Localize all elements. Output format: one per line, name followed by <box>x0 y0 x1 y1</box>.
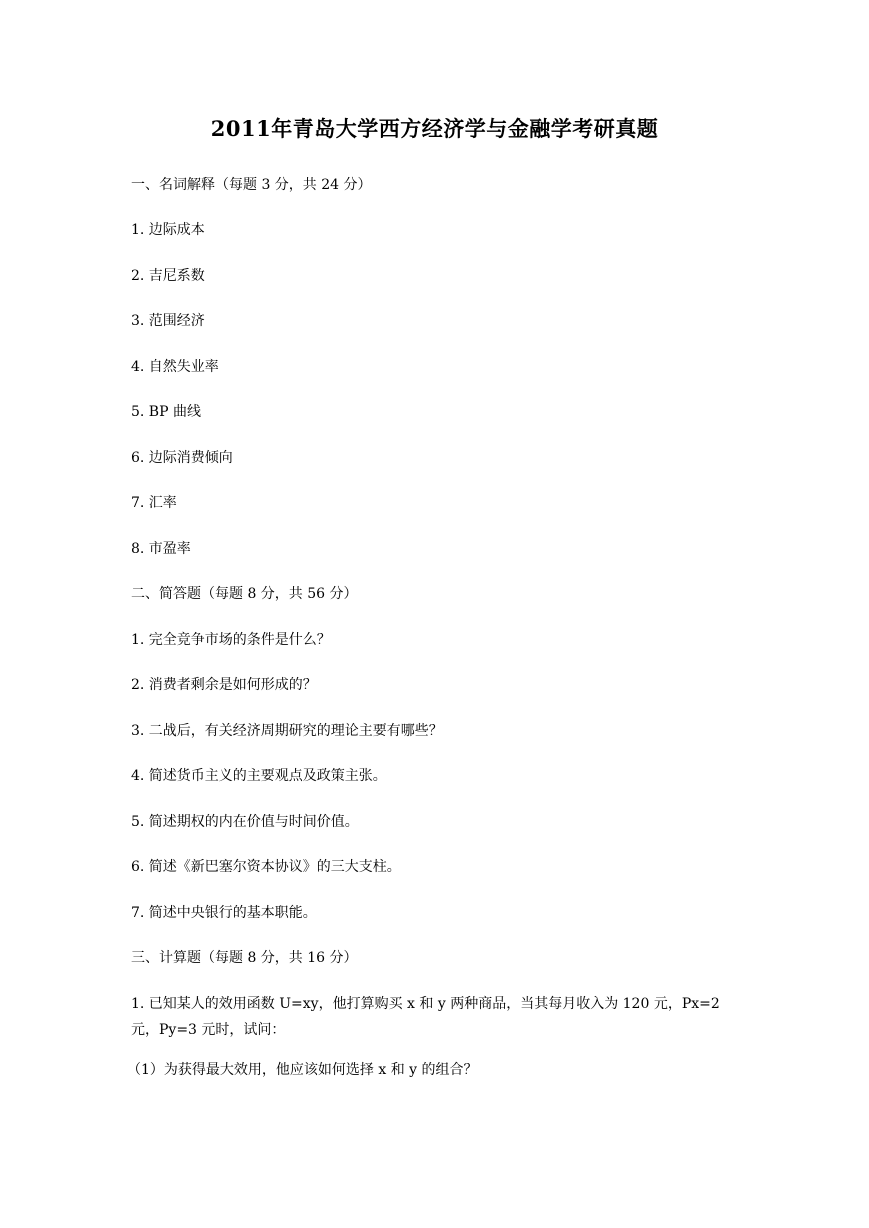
list-item: 3. 范围经济 <box>131 313 205 329</box>
calc-question-1: 1. 已知某人的效用函数 U=xy，他打算购买 x 和 y 两种商品，当其每月收入为 120 元，Px=2 元，Py=3 元时，试问： <box>131 996 720 1038</box>
list-item: 5. BP 曲线 <box>131 404 201 420</box>
list-item: 7. 汇率 <box>131 495 177 511</box>
list-item: 4. 自然失业率 <box>131 359 219 375</box>
list-item: 1. 完全竞争市场的条件是什么？ <box>131 632 331 648</box>
list-item: 2. 吉尼系数 <box>131 268 205 284</box>
list-item: 2. 消费者剩余是如何形成的？ <box>131 677 317 693</box>
section-heading-3: 三、计算题（每题 8 分，共 16 分） <box>131 950 358 966</box>
list-item: 6. 简述《新巴塞尔资本协议》的三大支柱。 <box>131 859 401 875</box>
list-item: 4. 简述货币主义的主要观点及政策主张。 <box>131 768 387 784</box>
list-item: 3. 二战后，有关经济周期研究的理论主要有哪些？ <box>131 723 443 739</box>
list-item: 7. 简述中央银行的基本职能。 <box>131 905 317 921</box>
list-item: 8. 市盈率 <box>131 541 191 557</box>
page-title: 2011年青岛大学西方经济学与金融学考研真题 <box>210 116 659 141</box>
list-item: 1. 边际成本 <box>131 222 205 238</box>
list-item: 5. 简述期权的内在价值与时间价值。 <box>131 814 359 830</box>
calc-subquestion-1: （1）为获得最大效用，他应该如何选择 x 和 y 的组合？ <box>127 1062 478 1078</box>
section-heading-2: 二、简答题（每题 8 分，共 56 分） <box>131 586 358 602</box>
section-heading-1: 一、名词解释（每题 3 分，共 24 分） <box>131 177 372 193</box>
list-item: 6. 边际消费倾向 <box>131 450 233 466</box>
